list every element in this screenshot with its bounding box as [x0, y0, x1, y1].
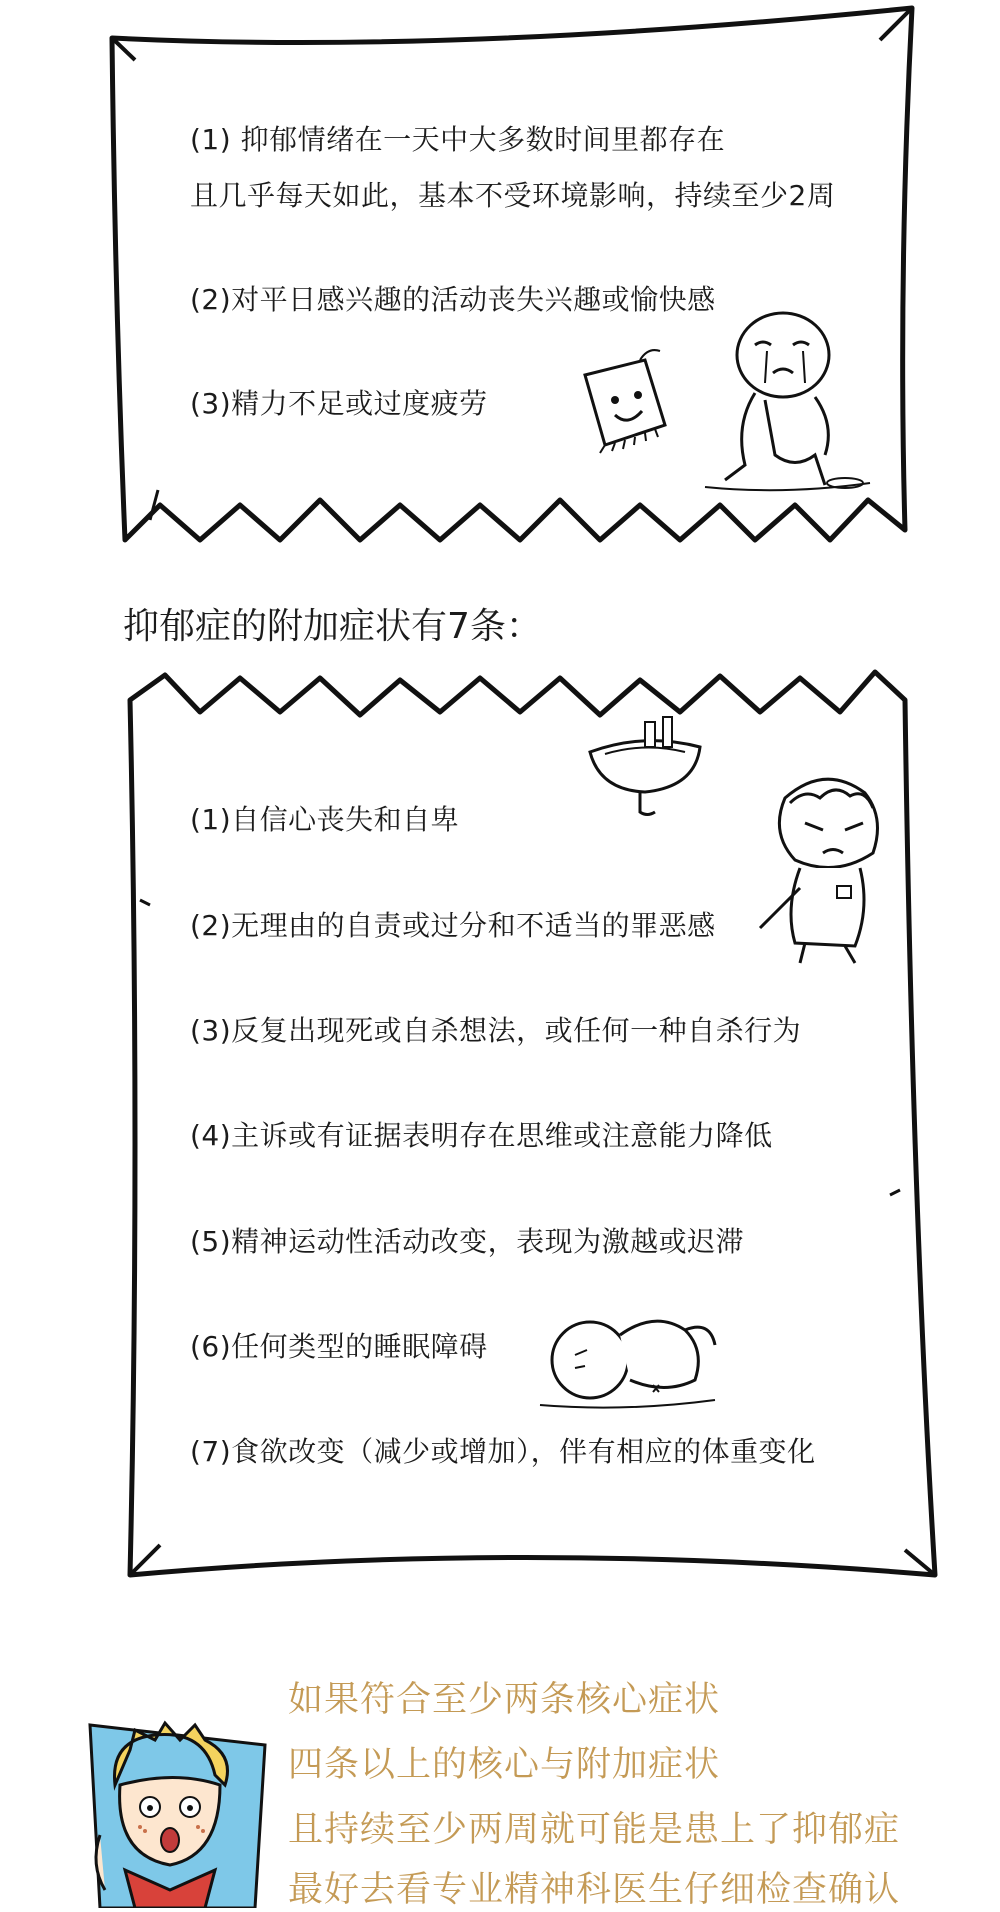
- core-symptom-2: (2)对平日感兴趣的活动丧失兴趣或愉快感: [190, 283, 716, 316]
- additional-symptom-2: (2)无理由的自责或过分和不适当的罪恶感: [190, 909, 716, 942]
- additional-symptom-6: (6)任何类型的睡眠障碍: [190, 1330, 488, 1363]
- additional-symptom-4: (4)主诉或有证据表明存在思维或注意能力降低: [190, 1119, 773, 1152]
- additional-symptoms-heading: 抑郁症的附加症状有7条：: [123, 606, 542, 647]
- crying-baby-illustration: [695, 305, 875, 500]
- shocked-boy-illustration: [85, 1715, 275, 1908]
- core-symptom-1-line1: (1) 抑郁情绪在一天中大多数时间里都存在: [190, 123, 726, 156]
- additional-symptom-5: (5)精神运动性活动改变，表现为激越或迟滞: [190, 1225, 745, 1258]
- additional-symptom-7: (7)食欲改变（减少或增加），伴有相应的体重变化: [190, 1435, 816, 1468]
- additional-symptom-3: (3)反复出现死或自杀想法，或任何一种自杀行为: [190, 1014, 802, 1047]
- core-symptom-1-line2: 且几乎每天如此，基本不受环境影响，持续至少2周: [190, 179, 836, 212]
- sleeping-kid-illustration: [535, 1300, 720, 1415]
- conclusion-line-3: 且持续至少两周就可能是患上了抑郁症: [288, 1810, 901, 1850]
- conclusion-line-4: 最好去看专业精神科医生仔细检查确认: [288, 1870, 901, 1910]
- core-symptom-3: (3)精力不足或过度疲劳: [190, 387, 488, 420]
- conclusion-line-2: 四条以上的核心与附加症状: [288, 1745, 721, 1785]
- additional-symptom-1: (1)自信心丧失和自卑: [190, 803, 460, 836]
- angry-kid-illustration: [745, 768, 905, 968]
- conclusion-line-1: 如果符合至少两条核心症状: [288, 1680, 721, 1720]
- smiling-tissue-illustration: [570, 345, 680, 455]
- sink-illustration: [585, 712, 710, 822]
